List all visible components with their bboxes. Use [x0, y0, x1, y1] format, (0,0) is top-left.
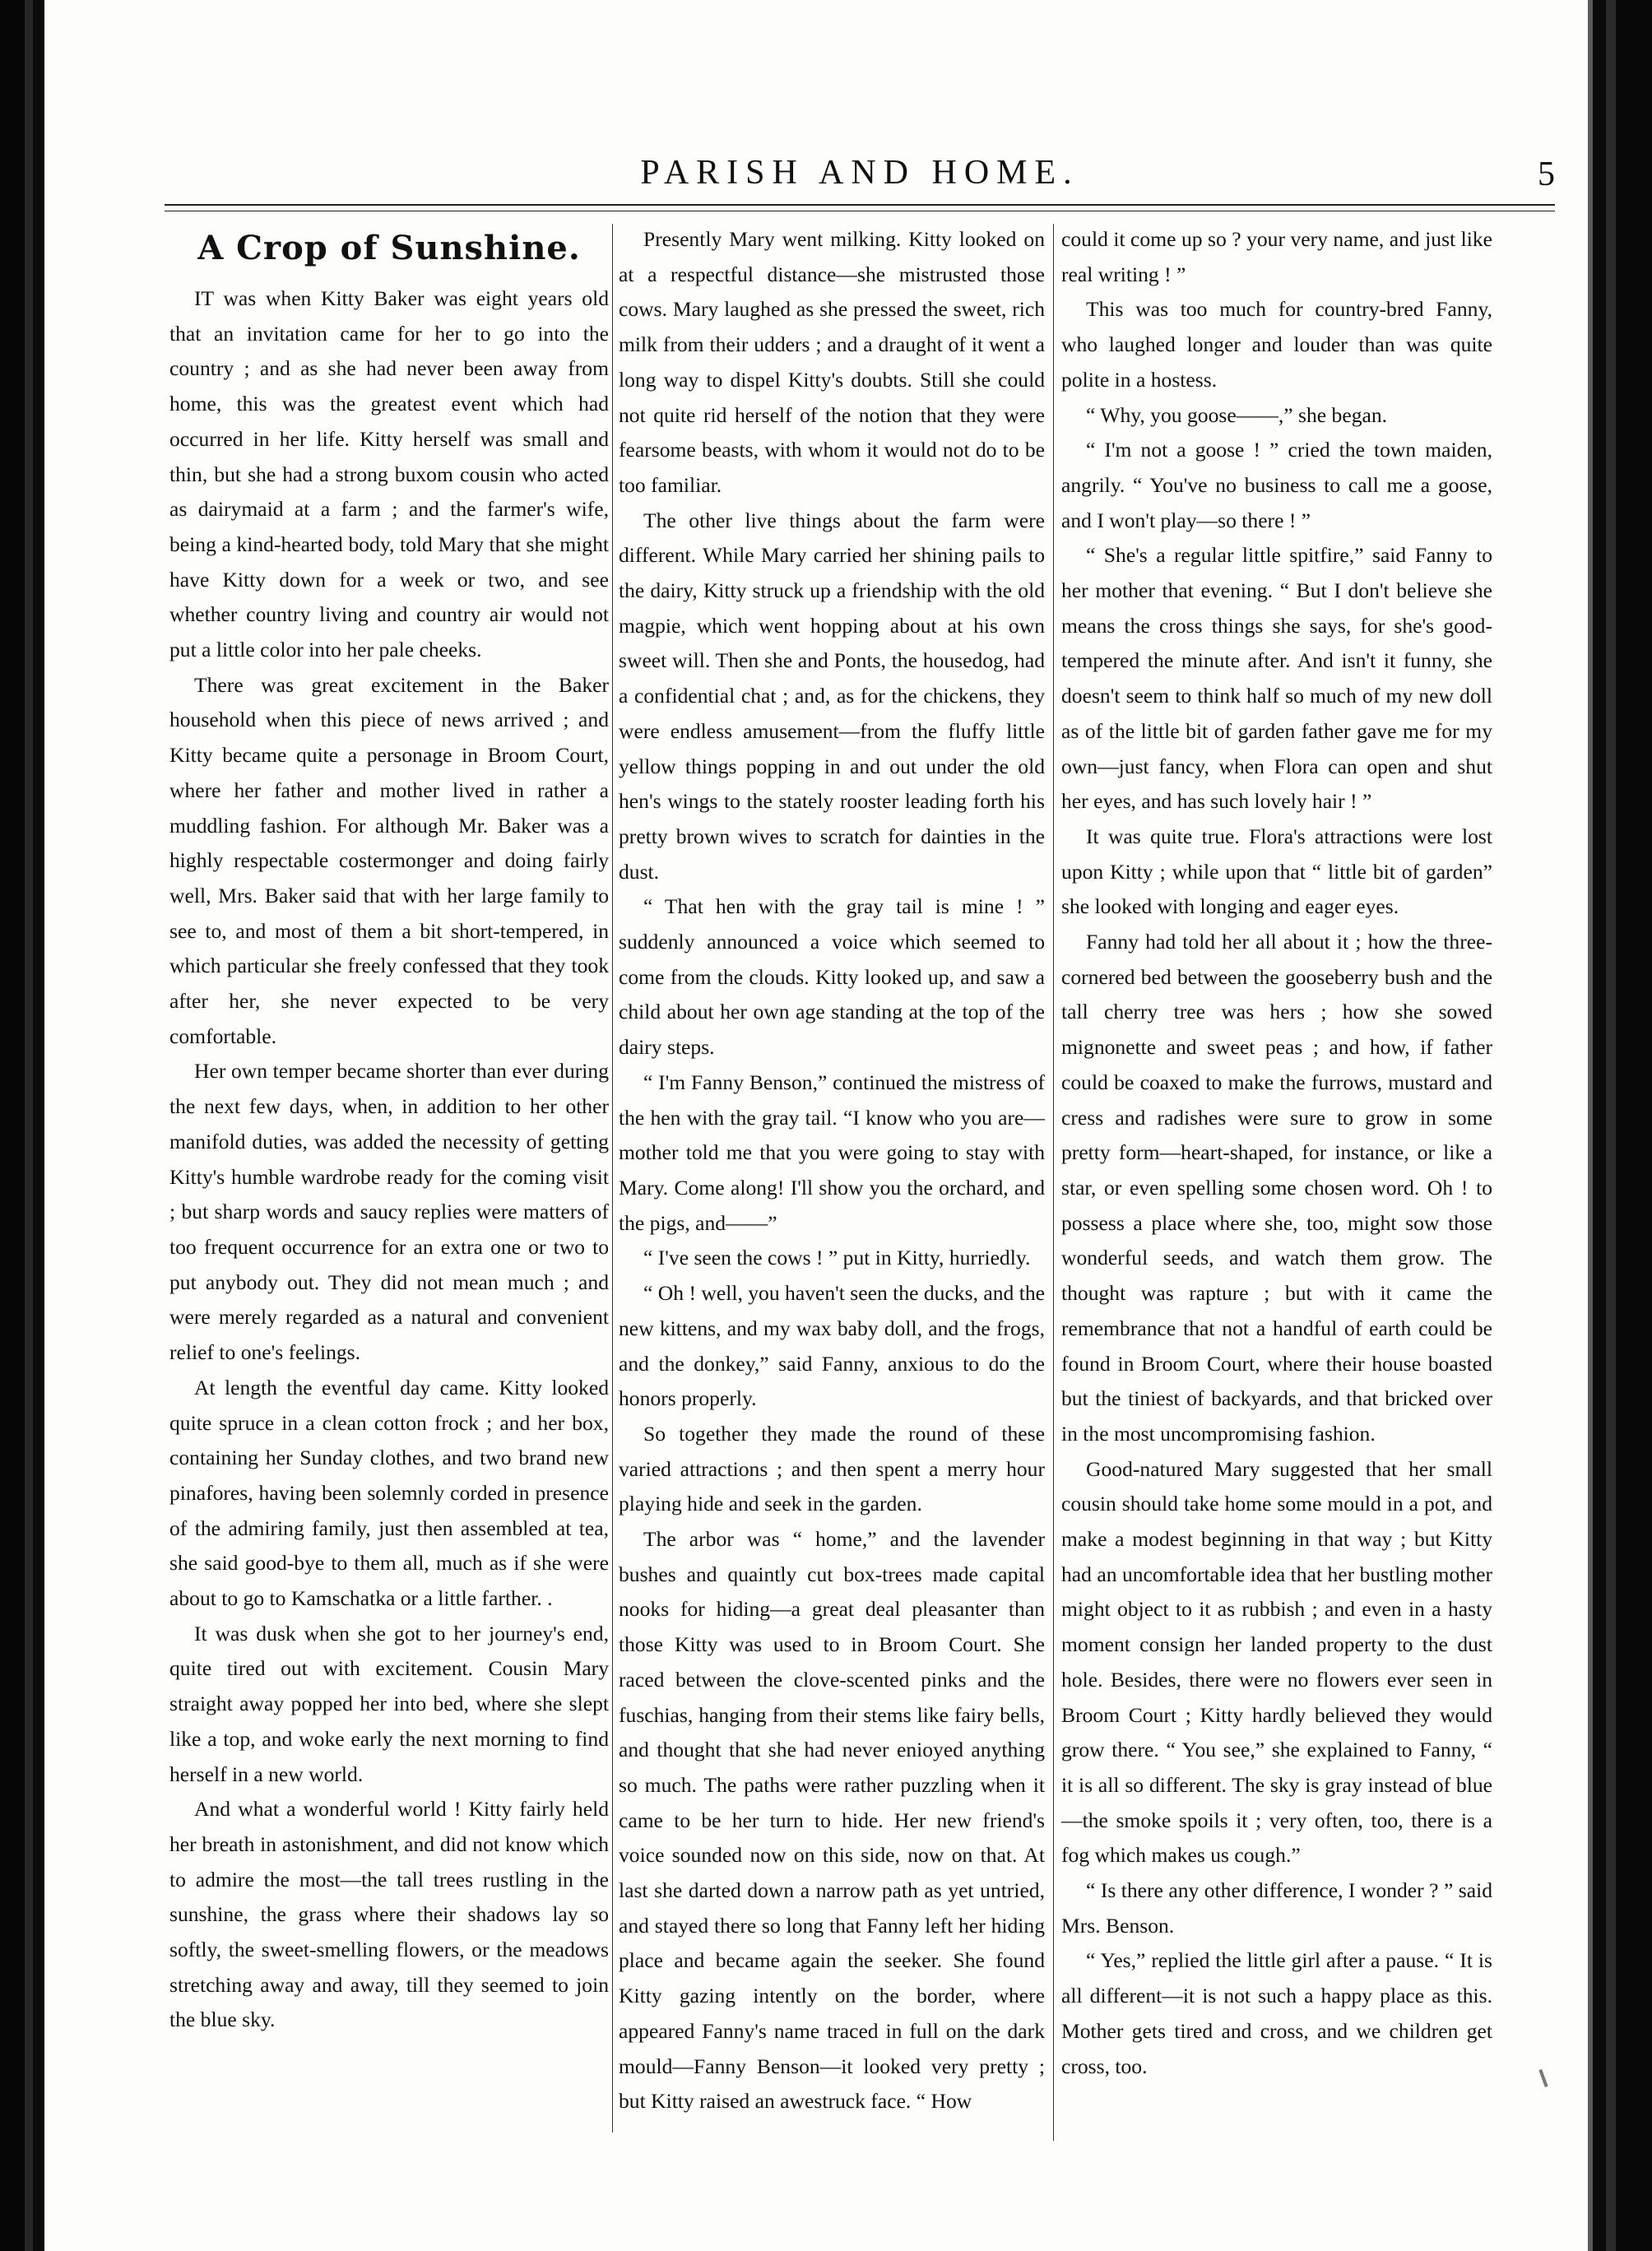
paragraph: “ That hen with the gray tail is mine ! ” suddenly announced a voice which seemed to come from the clouds. Kitty looked up, and saw a child about her own age standing at the top of the dairy steps.: [619, 894, 1045, 1060]
scan-mark: [1538, 2069, 1548, 2087]
paragraph: Fanny had told her all about it ; how the three-cornered bed between the gooseberry bush and the tall cherry tree was hers ; how she sowed mignonette and sweet peas ; and how, if father could be coaxed to make the furrows, mustard and cress and radishes were sure to grow in some pretty form—heart-shaped, for instance, or like a star, or even spelling some chosen word. Oh ! to possess a place where she, too, might sow those wonderful seeds, and watch them grow. The thought was rapture ; but with it came the remembrance that not a handful of earth could be found in Broom Court, where their house boasted but the tiniest of backyards, and that bricked over in the most uncompromising fashion.: [1061, 930, 1492, 1446]
paragraph: “ I've seen the cows ! ” put in Kitty, hurriedly.: [643, 1246, 1031, 1270]
article-title: A Crop of Sunshine.: [197, 229, 581, 267]
paragraph: “ She's a regular little spitfire,” said Fanny to her mother that evening. “ But I don't believe she means the cross things she says, for she's good-tempered the minute after. And isn't it funny, she doesn't seem to think half so much of my new doll as of the little bit of garden father gave me for my own—just fancy, when Flora can open and shut her eyes, and has such lovely hair ! ”: [1061, 543, 1492, 814]
paragraph: This was too much for country-bred Fanny, who laughed longer and louder than was quite polite in a hostess.: [1061, 297, 1492, 392]
paragraph: Presently Mary went milking. Kitty looked on at a respectful distance—she mistrusted those cows. Mary laughed as she pressed the sweet, rich milk from their udders ; and a draught of it went a long way to dispel Kitty's doubts. Still she could not quite rid herself of the notion that they were fearsome beasts, with whom it would not do to be too familiar.: [619, 227, 1045, 497]
scan-edge-right: [1588, 0, 1652, 2251]
column-divider: [612, 224, 613, 2133]
paragraph: At length the eventful day came. Kitty looked quite spruce in a clean cotton frock ; and her box, containing her Sunday clothes, and two brand new pinafores, having been solemnly corded in presence of the admiring family, just then assembled at tea, she said good-bye to them all, much as if she were about to go to Kamschatka or a little farther. .: [169, 1375, 609, 1611]
paragraph: There was great excitement in the Baker household when this piece of news arrived ; and Kitty became quite a personage in Broom Court, where her father and mother lived in rather a muddling fashion. For although Mr. Baker was a highly respectable costermonger and doing fairly well, Mrs. Baker said that with her large family to see to, and most of them a bit short-tempered, in which particular she freely confessed that they took after her, she never expected to be very comfortable.: [169, 672, 609, 1048]
scan-edge-left: [0, 0, 44, 2251]
page-number: 5: [1538, 155, 1555, 193]
column-1: [169, 222, 609, 2038]
column-3: [1061, 222, 1492, 2084]
paragraph: “ Yes,” replied the little girl after a pause. “ It is all different—it is not such a happy place as this. Mother gets tired and cross, and we children get cross, too.: [1061, 1948, 1492, 2078]
column-2: [619, 222, 1045, 2119]
paragraph: Good-natured Mary suggested that her small cousin should take home some mould in a pot, and make a modest beginning in that way ; but Kitty had an uncomfortable idea that her bustling mother might object to it as rubbish ; and even in a hasty moment consign her landed property to the dust hole. Besides, there were no flowers ever seen in Broom Court ; Kitty hardly believed they would grow there. “ You see,” she explained to Fanny, “ it is all so different. The sky is gray instead of blue—the smoke spoils it ; very often, too, there is a fog which makes us cough.”: [1061, 1456, 1492, 1868]
paragraph: “ Why, you goose——,” she began.: [1086, 402, 1388, 427]
paragraph: It was quite true. Flora's attractions were lost upon Kitty ; while upon that “ little bit of garden” she looked with longing and eager eyes.: [1061, 824, 1492, 919]
paragraph: “ Is there any other difference, I wonder ? ” said Mrs. Benson.: [1061, 1878, 1492, 1938]
running-title: PARISH AND HOME.: [640, 154, 1079, 192]
paragraph: So together they made the round of these varied attractions ; and then spent a merry hour playing hide and seek in the garden.: [619, 1421, 1045, 1516]
paragraph: “ I'm not a goose ! ” cried the town maiden, angrily. “ You've no business to call me a goose, and I won't play—so there ! ”: [1061, 438, 1492, 532]
paragraph: It was dusk when she got to her journey's end, quite tired out with excitement. Cousin Mary straight away popped her into bed, where she slept like a top, and woke early the next morning to find herself in a new world.: [169, 1621, 609, 1786]
paragraph: “ Oh ! well, you haven't seen the ducks, and the new kittens, and my wax baby doll, and the frogs, and the donkey,” said Fanny, anxious to do the honors properly.: [619, 1281, 1045, 1411]
paragraph: “ I'm Fanny Benson,” continued the mistress of the hen with the gray tail. “I know who you are—mother told me that you were going to stay with Mary. Come along! I'll show you the orchard, and the pigs, and——”: [619, 1070, 1045, 1235]
paragraph: The arbor was “ home,” and the lavender bushes and quaintly cut box-trees made capital nooks for hiding—a great deal pleasanter than those Kitty was used to in Broom Court. She raced between the clove-scented pinks and the fuschias, hanging from their stems like fairy bells, and thought that she had never enioyed anything so much. The paths were rather puzzling when it came to be her turn to hide. Her new friend's voice sounded now on this side, now on that. At last she darted down a narrow path as yet untried, and stayed there so long that Fanny left her hiding place and became again the seeker. She found Kitty gazing intently on the border, where appeared Fanny's name traced in full on the dark mould—Fanny Benson—it looked very pretty ; but Kitty raised an awestruck face. “ How: [619, 1527, 1045, 2114]
page-header: [165, 148, 1555, 206]
paragraph: IT was when Kitty Baker was eight years old that an invitation came for her to go into the country ; and as she had never been away from home, this was the greatest event which had occurred in her life. Kitty herself was small and thin, but she had a strong buxom cousin who acted as dairymaid at a farm ; and the farmer's wife, being a kind-hearted body, told Mary that she might have Kitty down for a week or two, and see whether country living and country air would not put a little color into her pale cheeks.: [169, 286, 609, 662]
header-rule: [165, 204, 1555, 206]
paragraph: could it come up so ? your very name, and just like real writing ! ”: [1061, 227, 1492, 286]
paragraph: The other live things about the farm were different. While Mary carried her shining pails to the dairy, Kitty struck up a friendship with the old magpie, which went hopping about at his own sweet will. Then she and Ponts, the housedog, had a confidential chat ; and, as for the chickens, they were endless amusement—from the fluffy little yellow things popping in and out under the old hen's wings to the stately rooster leading forth his pretty brown wives to scratch for dainties in the dust.: [619, 508, 1045, 884]
column-divider: [1053, 224, 1054, 2141]
paragraph: And what a wonderful world ! Kitty fairly held her breath in astonishment, and did not know which to admire the most—the tall trees rustling in the sunshine, the grass where their shadows lay so softly, the sweet-smelling flowers, or the meadows stretching away and away, till they seemed to join the blue sky.: [169, 1797, 609, 2032]
paragraph: Her own temper became shorter than ever during the next few days, when, in addition to her other manifold duties, was added the necessity of getting Kitty's humble wardrobe ready for the coming visit ; but sharp words and saucy replies were matters of too frequent occurrence for an extra one or two to put anybody out. They did not mean much ; and were merely regarded as a natural and convenient relief to one's feelings.: [169, 1059, 609, 1365]
